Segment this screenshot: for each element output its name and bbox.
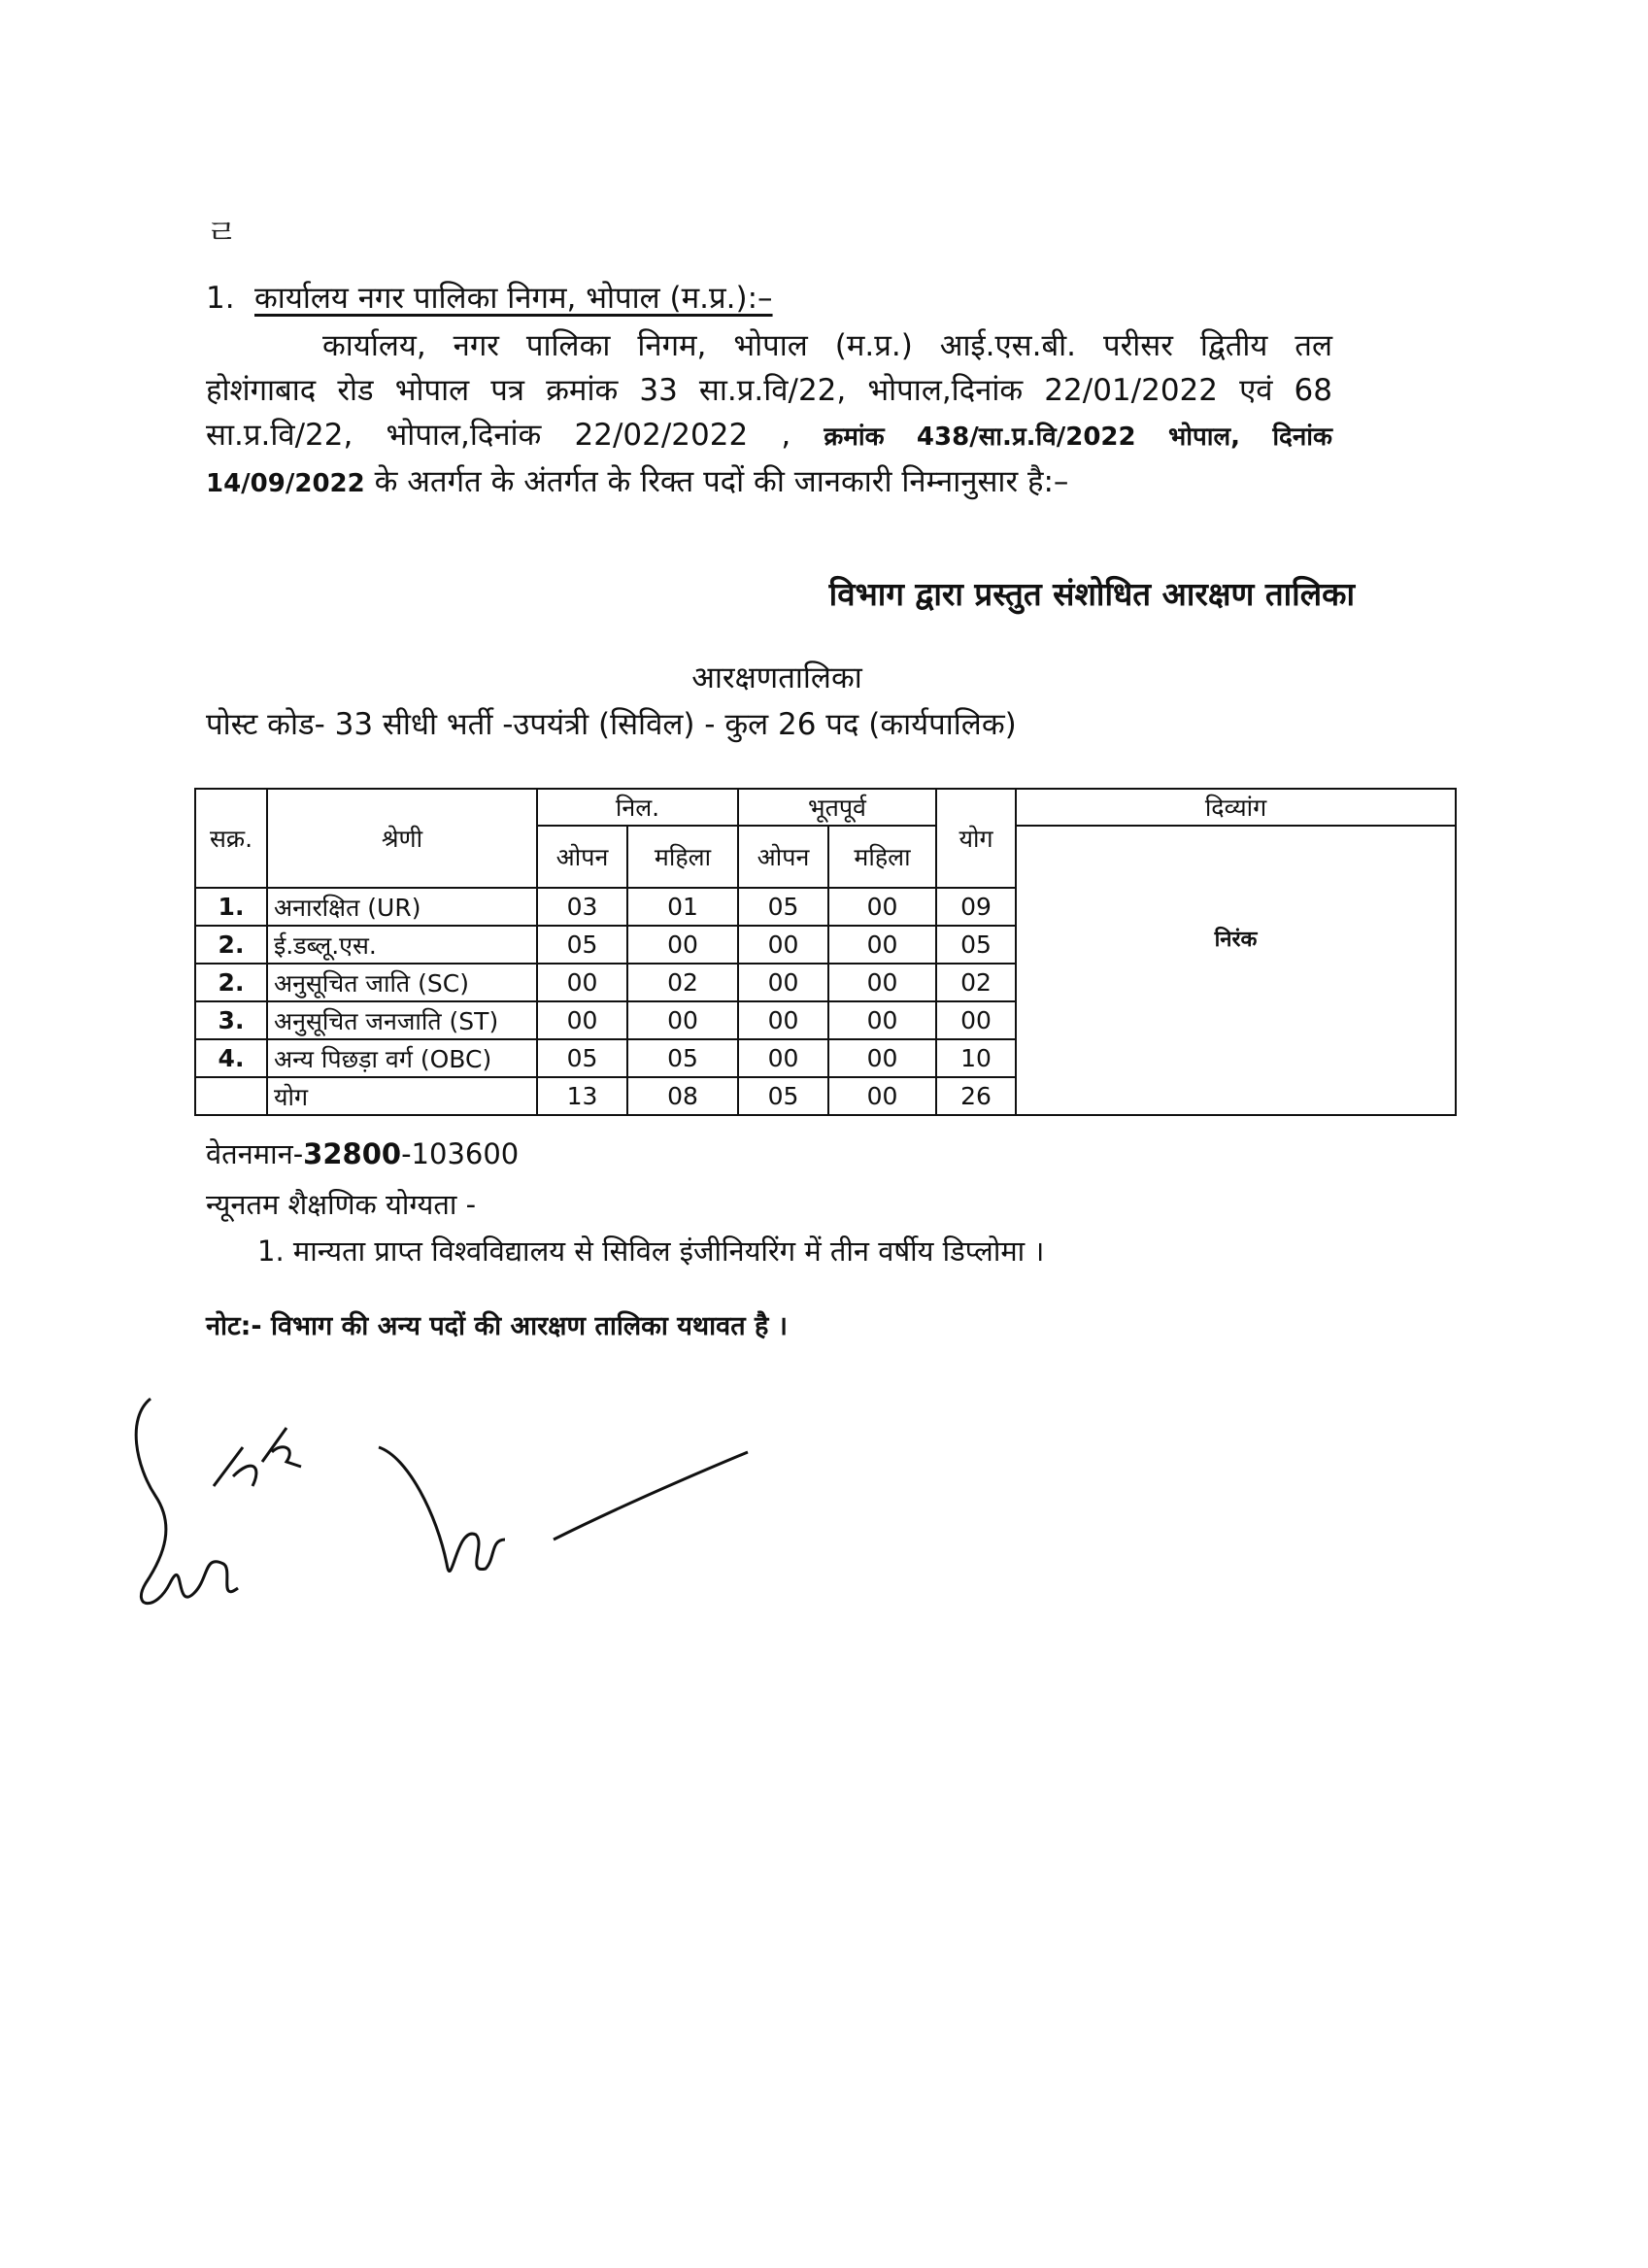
cell-category: अन्य पिछड़ा वर्ग (OBC): [267, 1039, 537, 1077]
cell-female-2: 00: [828, 1077, 936, 1115]
header-open-2: ओपन: [738, 826, 828, 888]
cell-sno: 3.: [195, 1001, 267, 1039]
pay-scale: [206, 1134, 519, 1172]
post-line: पोस्ट कोड- 33 सीधी भर्ती -उपयंत्री (सिविल) - कुल 26 पद (कार्यपालिक): [206, 707, 1017, 742]
header-open-1: ओपन: [537, 826, 627, 888]
header-nil: निल.: [537, 789, 738, 826]
cell-category: अनुसूचित जाति (SC): [267, 964, 537, 1001]
pay-scale-max: -103600: [401, 1137, 520, 1170]
cell-sno: 4.: [195, 1039, 267, 1077]
heading-text: कार्यालय नगर पालिका निगम, भोपाल (म.प्र.):–: [254, 281, 773, 316]
cell-total: 02: [936, 964, 1016, 1001]
cell-total: 05: [936, 926, 1016, 964]
signature-2: [379, 1447, 505, 1572]
pay-scale-label: वेतनमान-: [206, 1137, 304, 1170]
cell-open-1: 00: [537, 964, 627, 1001]
cell-female-1: 02: [627, 964, 738, 1001]
cell-female-2: 00: [828, 1001, 936, 1039]
header-sno: सक्र.: [195, 789, 267, 888]
cell-female-1: 01: [627, 888, 738, 926]
cell-total: 00: [936, 1001, 1016, 1039]
office-heading: [206, 277, 773, 318]
header-total: योग: [936, 789, 1016, 888]
cell-open-2: 00: [738, 964, 828, 1001]
reservation-table: [194, 788, 1457, 1116]
divyang-value: निरंक: [1016, 826, 1456, 1115]
paragraph-line-1: कार्यालय, नगर पालिका निगम, भोपाल (म.प्र.) आई.एस.बी. परीसर द्वितीय तल: [322, 328, 1332, 363]
header-divyang: दिव्यांग: [1016, 789, 1456, 826]
paragraph-line-4b: के अतर्गत के अंतर्गत के रिक्त पदों की जानकारी निम्नानुसार है:–: [364, 464, 1069, 499]
cell-open-2: 00: [738, 1001, 828, 1039]
cell-female-1: 00: [627, 1001, 738, 1039]
cell-open-1: 05: [537, 1039, 627, 1077]
cell-female-2: 00: [828, 926, 936, 964]
paragraph-line-3a: सा.प्र.वि/22, भोपाल,दिनांक 22/02/2022 ,: [206, 418, 791, 453]
cell-sno: 2.: [195, 964, 267, 1001]
signature-2-line: [554, 1452, 748, 1540]
pay-scale-min: 32800: [303, 1137, 402, 1170]
cell-open-2: 00: [738, 926, 828, 964]
cell-sno: [195, 1077, 267, 1115]
cell-category: अनारक्षित (UR): [267, 888, 537, 926]
intro-paragraph: [206, 323, 1332, 506]
signature-1-date: [214, 1428, 301, 1486]
cell-open-2: 05: [738, 1077, 828, 1115]
note: नोट:- विभाग की अन्य पदों की आरक्षण तालिका यथावत है ।: [206, 1311, 788, 1341]
cell-open-2: 05: [738, 888, 828, 926]
heading-number: 1.: [206, 281, 235, 316]
cell-female-1: 05: [627, 1039, 738, 1077]
cell-female-1: 08: [627, 1077, 738, 1115]
paragraph-line-4: [206, 459, 1332, 506]
paragraph-line-3b: क्रमांक 438/सा.प्र.वि/2022 भोपाल, दिनांक: [824, 423, 1332, 452]
cell-open-1: 00: [537, 1001, 627, 1039]
cell-sno: 1.: [195, 888, 267, 926]
handwritten-mark: ㄹ: [206, 214, 238, 253]
cell-female-2: 00: [828, 1039, 936, 1077]
cell-sno: 2.: [195, 926, 267, 964]
cell-category: अनुसूचित जनजाति (ST): [267, 1001, 537, 1039]
cell-category: योग: [267, 1077, 537, 1115]
cell-total: 10: [936, 1039, 1016, 1077]
paragraph-line-2: होशंगाबाद रोड भोपाल पत्र क्रमांक 33 सा.प्र.वि/22, भोपाल,दिनांक 22/01/2022 एवं 68: [206, 373, 1332, 408]
qualification-item: 1. मान्यता प्राप्त विश्वविद्यालय से सिविल इंजीनियरिंग में तीन वर्षीय डिप्लोमा ।: [257, 1235, 1045, 1268]
paragraph-line-3: [206, 413, 1332, 459]
cell-open-2: 00: [738, 1039, 828, 1077]
header-ex-serviceman: भूतपूर्व: [738, 789, 936, 826]
cell-female-2: 00: [828, 888, 936, 926]
cell-open-1: 13: [537, 1077, 627, 1115]
cell-total: 26: [936, 1077, 1016, 1115]
header-female-1: महिला: [627, 826, 738, 888]
dept-title: विभाग द्वारा प्रस्तुत संशोधित आरक्षण तालिका: [828, 575, 1355, 613]
reservation-title: आरक्षणतालिका: [691, 660, 862, 695]
cell-category: ई.डब्लू.एस.: [267, 926, 537, 964]
cell-female-2: 00: [828, 964, 936, 1001]
qualification-label: न्यूनतम शैक्षणिक योग्यता -: [206, 1188, 477, 1221]
cell-female-1: 00: [627, 926, 738, 964]
cell-open-1: 05: [537, 926, 627, 964]
table-header-row: [195, 789, 1456, 826]
header-category: श्रेणी: [267, 789, 537, 888]
paragraph-date: 14/09/2022: [206, 469, 365, 498]
cell-total: 09: [936, 888, 1016, 926]
header-female-2: महिला: [828, 826, 936, 888]
signature-1: [136, 1399, 238, 1604]
handwritten-signatures: [117, 1360, 796, 1680]
cell-open-1: 03: [537, 888, 627, 926]
